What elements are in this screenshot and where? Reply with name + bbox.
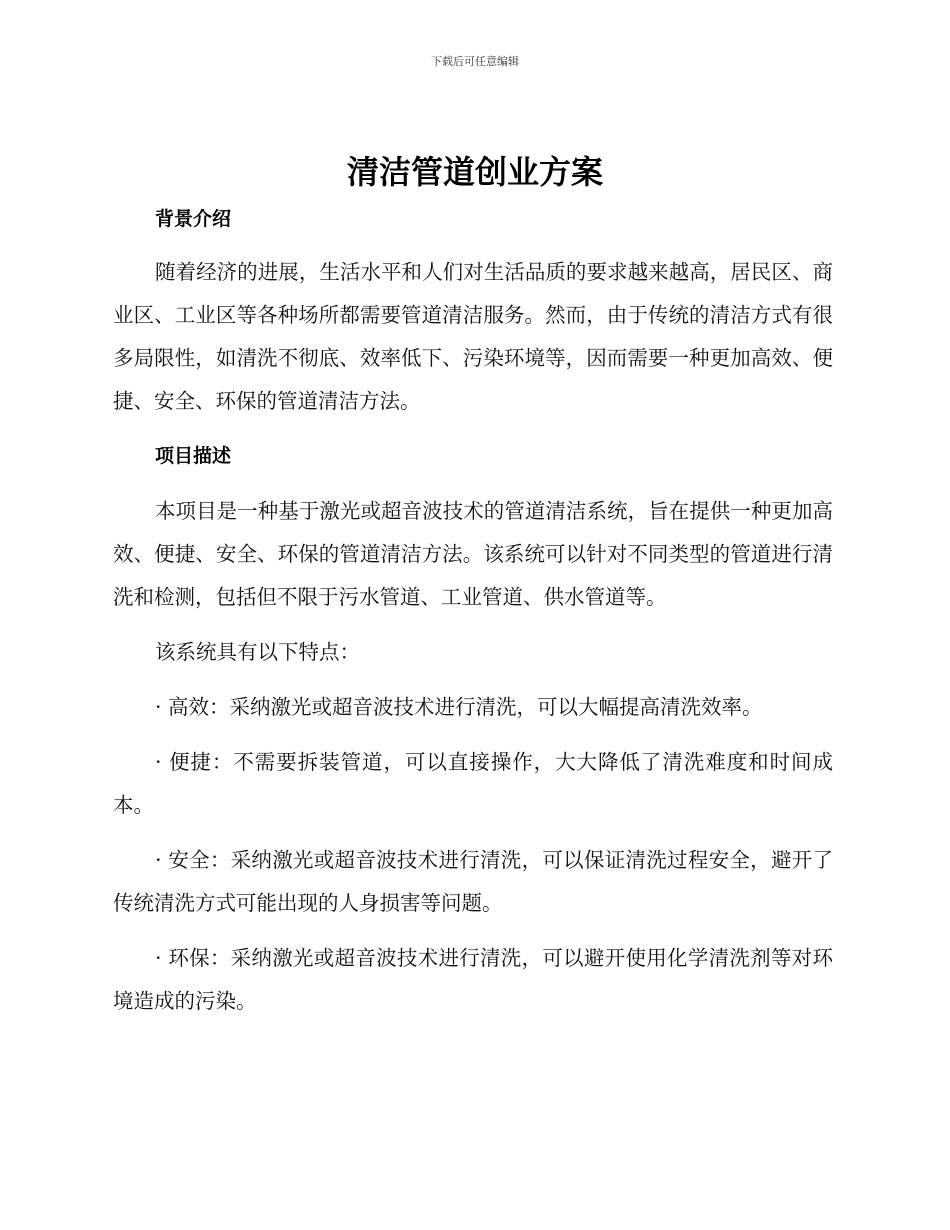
feature-item-efficient: · 高效：采纳激光或超音波技术进行清洗，可以大幅提高清洗效率。 [155, 695, 763, 719]
section-heading-project: 项目描述 [155, 445, 232, 467]
document-body [113, 198, 833, 1023]
document-title: 清洁管道创业方案 [346, 153, 603, 191]
feature-item-convenient: · 便捷：不需要拆装管道，可以直接操作，大大降低了清洗难度和时间成本。 [113, 750, 833, 817]
feature-item-safe: · 安全：采纳激光或超音波技术进行清洗，可以保证清洗过程安全，避开了传统清洗方式可能出现的人身损害等问题。 [113, 848, 833, 915]
feature-item-eco: · 环保：采纳激光或超音波技术进行清洗，可以避开使用化学清洗剂等对环境造成的污染。 [113, 946, 833, 1013]
background-paragraph: 随着经济的进展，生活水平和人们对生活品质的要求越来越高，居民区、商业区、工业区等各种场所都需要管道清洁服务。然而，由于传统的清洁方式有很多局限性，如清洗不彻底、效率低下、污染环境等，因而需要一种更加高效、便捷、安全、环保的管道清洁方法。 [113, 260, 833, 413]
section-heading-background: 背景介绍 [155, 208, 232, 230]
features-intro: 该系统具有以下特点： [155, 640, 360, 664]
page-header: 下载后可任意编辑 [431, 55, 519, 68]
project-paragraph: 本项目是一种基于激光或超音波技术的管道清洁系统，旨在提供一种更加高效、便捷、安全、环保的管道清洁方法。该系统可以针对不同类型的管道进行清洗和检测，包括但不限于污水管道、工业管道、供水管道等。 [113, 499, 833, 609]
